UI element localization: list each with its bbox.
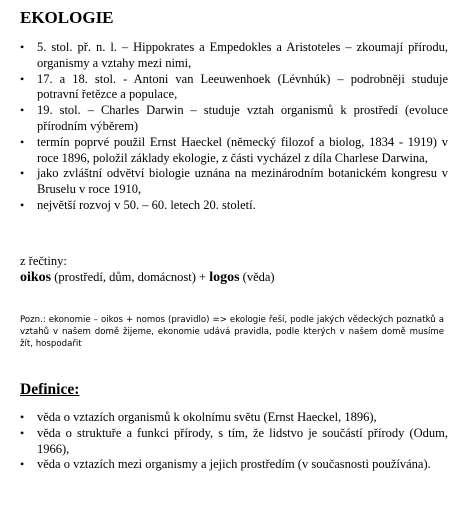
- list-item-text: největší rozvoj v 50. – 60. letech 20. století.: [37, 197, 256, 212]
- list-item: [20, 135, 448, 167]
- bullet-dot-icon: •: [20, 103, 25, 118]
- bullet-dot-icon: •: [20, 134, 25, 149]
- list-item-text: termín poprvé použil Ernst Haeckel (německý filozof a biolog, 1834 - 1919) v roce 1896, položil základy ekologie, z části vycházel z díla Charlese Darwina,: [37, 134, 448, 165]
- list-item: [20, 166, 448, 198]
- page-title: EKOLOGIE: [20, 8, 114, 27]
- list-item-text: 19. stol. – Charles Darwin – studuje vztah organismů k prostředí (evoluce přírodním výběrem): [37, 103, 448, 133]
- list-item: [20, 72, 448, 104]
- list-item-text: věda o vztazích mezi organismy a jejich prostředím (v současnosti používána).: [37, 457, 431, 472]
- greek-word-oikos-meaning: (prostředí, dům, domácnost) +: [51, 270, 210, 284]
- bullet-dot-icon: •: [20, 40, 25, 54]
- list-item-text: jako zvláštní odvětví biologie uznána na mezinárodním botanickém kongresu v Bruselu v roce 1910,: [37, 166, 448, 197]
- history-list: [20, 40, 448, 214]
- greek-word-logos: logos: [209, 270, 240, 285]
- bullet-dot-icon: •: [20, 197, 25, 212]
- definitions-heading: Definice:: [20, 381, 80, 398]
- list-item: [20, 198, 448, 214]
- bullet-dot-icon: •: [20, 410, 25, 424]
- list-item: [20, 426, 448, 458]
- bullet-dot-icon: •: [20, 425, 25, 440]
- list-item: [20, 410, 448, 426]
- bullet-dot-icon: •: [20, 71, 25, 86]
- list-item-text: 5. stol. př. n. l. – Hippokrates a Empedokles a Aristoteles – zkoumají přírodu, organismy a vztahy mezi nimi,: [37, 40, 448, 70]
- bullet-dot-icon: •: [20, 166, 25, 181]
- list-item: [20, 457, 448, 473]
- note-paragraph: Pozn.: ekonomie – oikos + nomos (pravidlo) => ekologie řeší, podle jakých vědeckých poznatků a vztahů v našem domě žijeme, ekonomie udává pravidla, podle kterých v našem domě musíme žít, hospodařit: [20, 315, 444, 349]
- list-item-text: věda o vztazích organismů k okolnímu světu (Ernst Haeckel, 1896),: [37, 410, 377, 424]
- bullet-dot-icon: •: [20, 457, 25, 472]
- list-item: [20, 103, 448, 135]
- definitions-list: [20, 410, 448, 473]
- greek-intro: z řečtiny:: [20, 254, 67, 268]
- list-item: [20, 40, 448, 72]
- greek-word-logos-meaning: (věda): [239, 270, 275, 284]
- greek-word-oikos: oikos: [20, 270, 52, 285]
- list-item-text: 17. a 18. stol. - Antoni van Leeuwenhoek (Lévnhúk) – podrobněji studuje potravní řetězce a populace,: [37, 71, 448, 102]
- greek-etymology: [20, 270, 275, 286]
- list-item-text: věda o struktuře a funkci přírody, s tím, že lidstvo je součástí přírody (Odum, 1966),: [37, 425, 448, 456]
